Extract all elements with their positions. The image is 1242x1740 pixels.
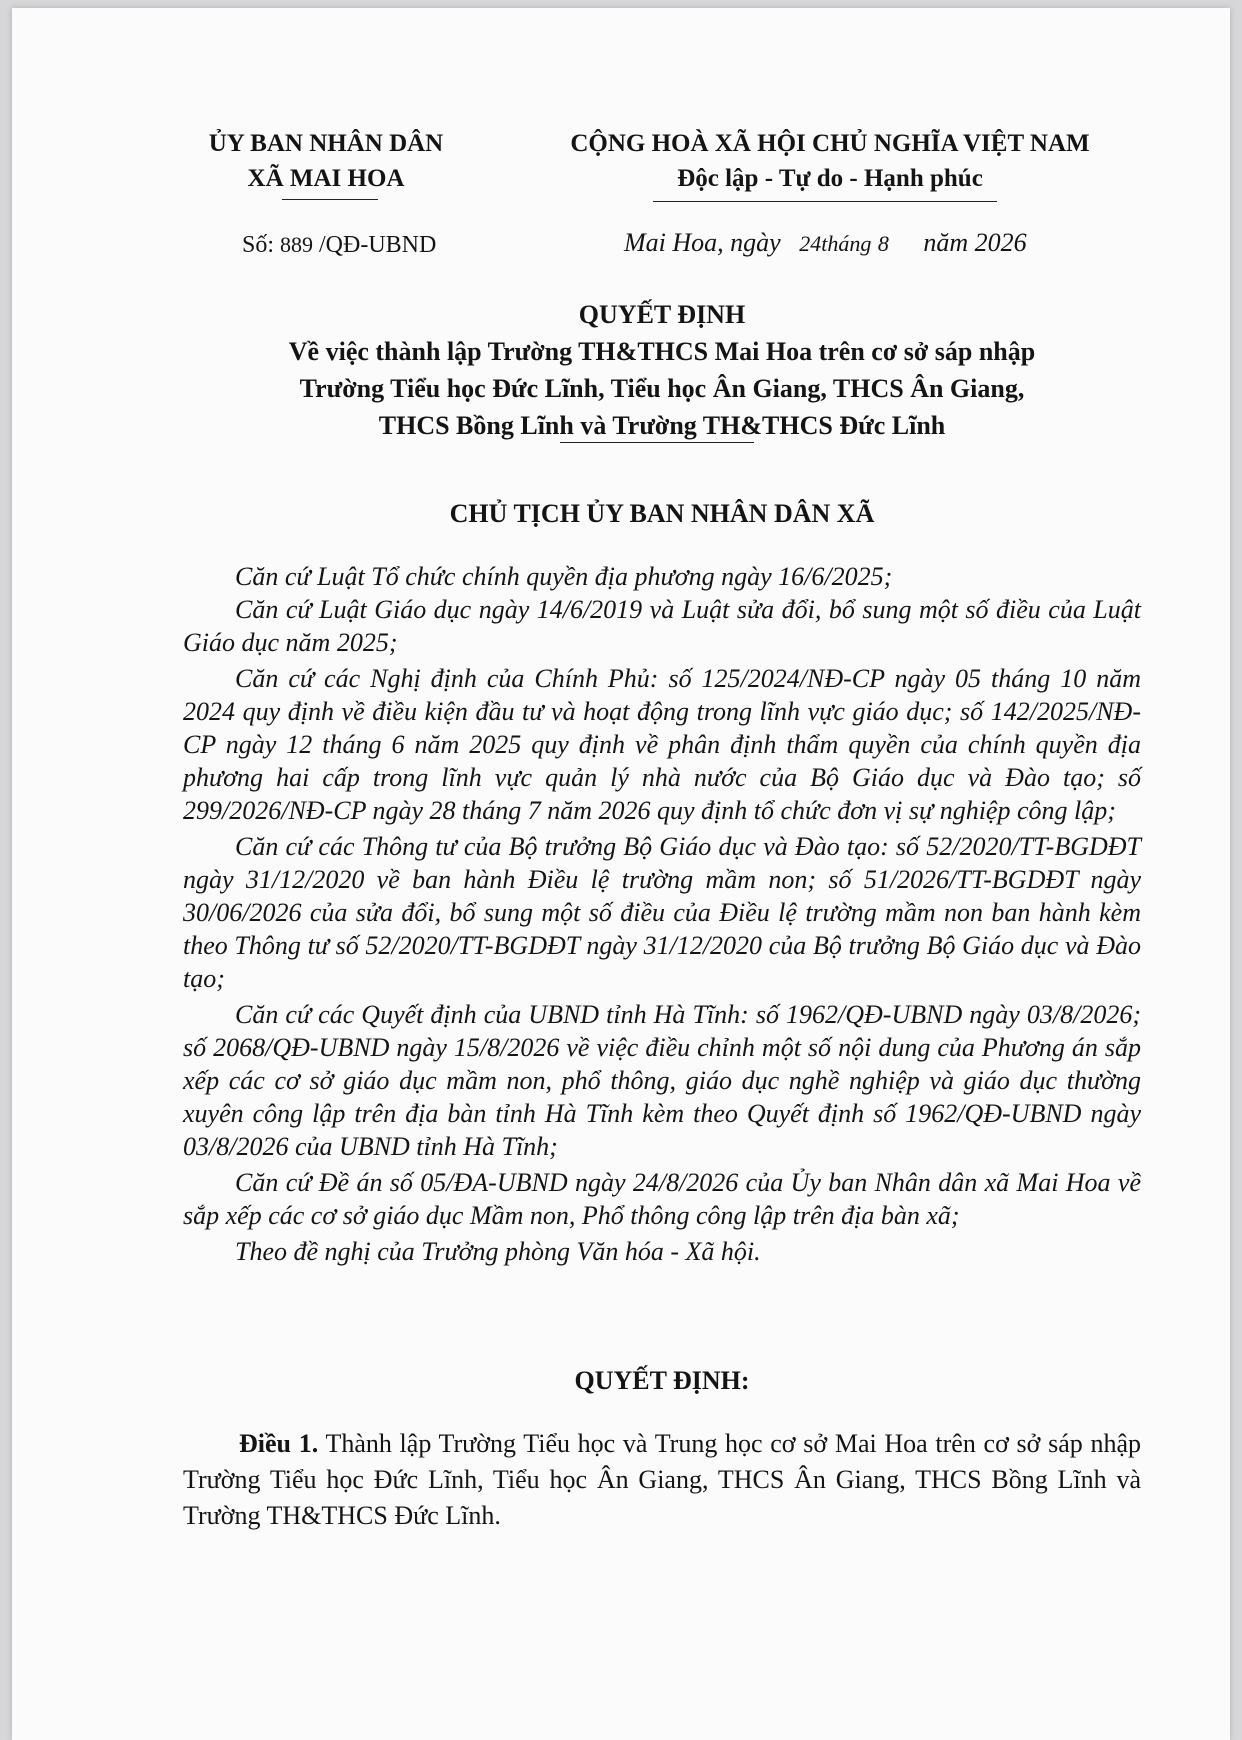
basis-1: Căn cứ Luật Tổ chức chính quyền địa phương ngày 16/6/2025; — [235, 562, 893, 591]
decision-heading: QUYẾT ĐỊNH: — [574, 1366, 750, 1395]
basis-5: Căn cứ các Quyết định của UBND tỉnh Hà Tĩnh: số 1962/QĐ-UBND ngày 03/8/2026; số 2068/QĐ-UBND ngày 15/8/2026 về việc điều chỉnh một số nội dung của Phương án sắp xếp các cơ sở giáo dục mầm non, phổ thông, giáo dục nghề nghiệp và giáo dục thường xuyên công lập trên địa bàn tỉnh Hà Tĩnh kèm theo Quyết định số 1962/QĐ-UBND ngày 03/8/2026 của UBND tỉnh Hà Tĩnh; — [183, 1000, 1141, 1161]
title-line2: Trường Tiểu học Đức Lĩnh, Tiểu học Ân Giang, THCS Ân Giang, — [299, 374, 1025, 403]
issuer-block — [208, 126, 444, 196]
document-number — [242, 232, 436, 259]
issuer-line1: ỦY BAN NHÂN DÂN — [208, 130, 444, 157]
issuer-line2: XÃ MAI HOA — [247, 165, 405, 192]
title-underline — [560, 442, 754, 443]
article-1-text: Thành lập Trường Tiểu học và Trung học cơ sở Mai Hoa trên cơ sở sáp nhập Trường Tiểu học Đức Lĩnh, Tiểu học Ân Giang, THCS Ân Giang, THCS Bồng Lĩnh và Trường TH&THCS Đức Lĩnh. — [183, 1429, 1141, 1530]
title-line1: Về việc thành lập Trường TH&THCS Mai Hoa trên cơ sở sáp nhập — [288, 337, 1036, 366]
article-1-label: Điều 1. — [239, 1429, 319, 1458]
article-1 — [183, 1426, 1141, 1534]
issue-date — [624, 228, 1027, 258]
basis-2: Căn cứ Luật Giáo dục ngày 14/6/2019 và Luật sửa đổi, bổ sung một số điều của Luật Giáo dục năm 2025; — [183, 595, 1141, 657]
date-month: 8 — [877, 231, 889, 256]
document-page — [12, 8, 1230, 1740]
issuer-underline — [282, 199, 378, 200]
national-motto: Độc lập - Tự do - Hạnh phúc — [677, 165, 983, 192]
date-year: năm 2026 — [923, 228, 1027, 257]
basis-6: Căn cứ Đề án số 05/ĐA-UBND ngày 24/8/2026 của Ủy ban Nhân dân xã Mai Hoa về sắp xếp các cơ sở giáo dục Mầm non, Phổ thông công lập trên địa bàn xã; — [183, 1168, 1141, 1230]
title-line3: THCS Bồng Lĩnh và Trường TH&THCS Đức Lĩnh — [378, 411, 946, 440]
authority-heading: CHỦ TỊCH ỦY BAN NHÂN DÂN XÃ — [449, 499, 875, 528]
basis-4: Căn cứ các Thông tư của Bộ trưởng Bộ Giáo dục và Đào tạo: số 52/2020/TT-BGDĐT ngày 31/12/2020 về ban hành Điều lệ trường mầm non; số 51/2026/TT-BGDĐT ngày 30/06/2026 của sửa đổi, bổ sung một số điều của Điều lệ trường mầm non ban hành kèm theo Thông tư số 52/2020/TT-BGDĐT ngày 31/12/2020 của Bộ trưởng Bộ Giáo dục và Đào tạo; — [183, 832, 1141, 993]
national-header-block — [540, 126, 1120, 196]
date-place: Mai Hoa, ngày — [624, 228, 781, 257]
motto-underline — [653, 201, 997, 202]
number-prefix: Số: — [242, 232, 275, 258]
legal-bases — [183, 560, 1141, 1268]
decision-title — [183, 296, 1141, 444]
number-suffix: /QĐ-UBND — [319, 232, 437, 258]
number-value: 889 — [280, 232, 314, 257]
date-day: 24 — [799, 231, 822, 256]
basis-7: Theo đề nghị của Trưởng phòng Văn hóa - Xã hội. — [235, 1237, 761, 1266]
title-heading: QUYẾT ĐỊNH — [578, 300, 746, 329]
national-name: CỘNG HOÀ XÃ HỘI CHỦ NGHĨA VIỆT NAM — [570, 130, 1090, 157]
basis-3: Căn cứ các Nghị định của Chính Phủ: số 125/2024/NĐ-CP ngày 05 tháng 10 năm 2024 quy định về điều kiện đầu tư và hoạt động trong lĩnh vực giáo dục; số 142/2025/NĐ-CP ngày 12 tháng 6 năm 2025 quy định về phân định thẩm quyền của chính quyền địa phương hai cấp trong lĩnh vực quản lý nhà nước của Bộ Giáo dục và Đào tạo; số 299/2026/NĐ-CP ngày 28 tháng 7 năm 2026 quy định tổ chức đơn vị sự nghiệp công lập; — [183, 664, 1141, 825]
date-month-label: tháng — [821, 231, 872, 256]
